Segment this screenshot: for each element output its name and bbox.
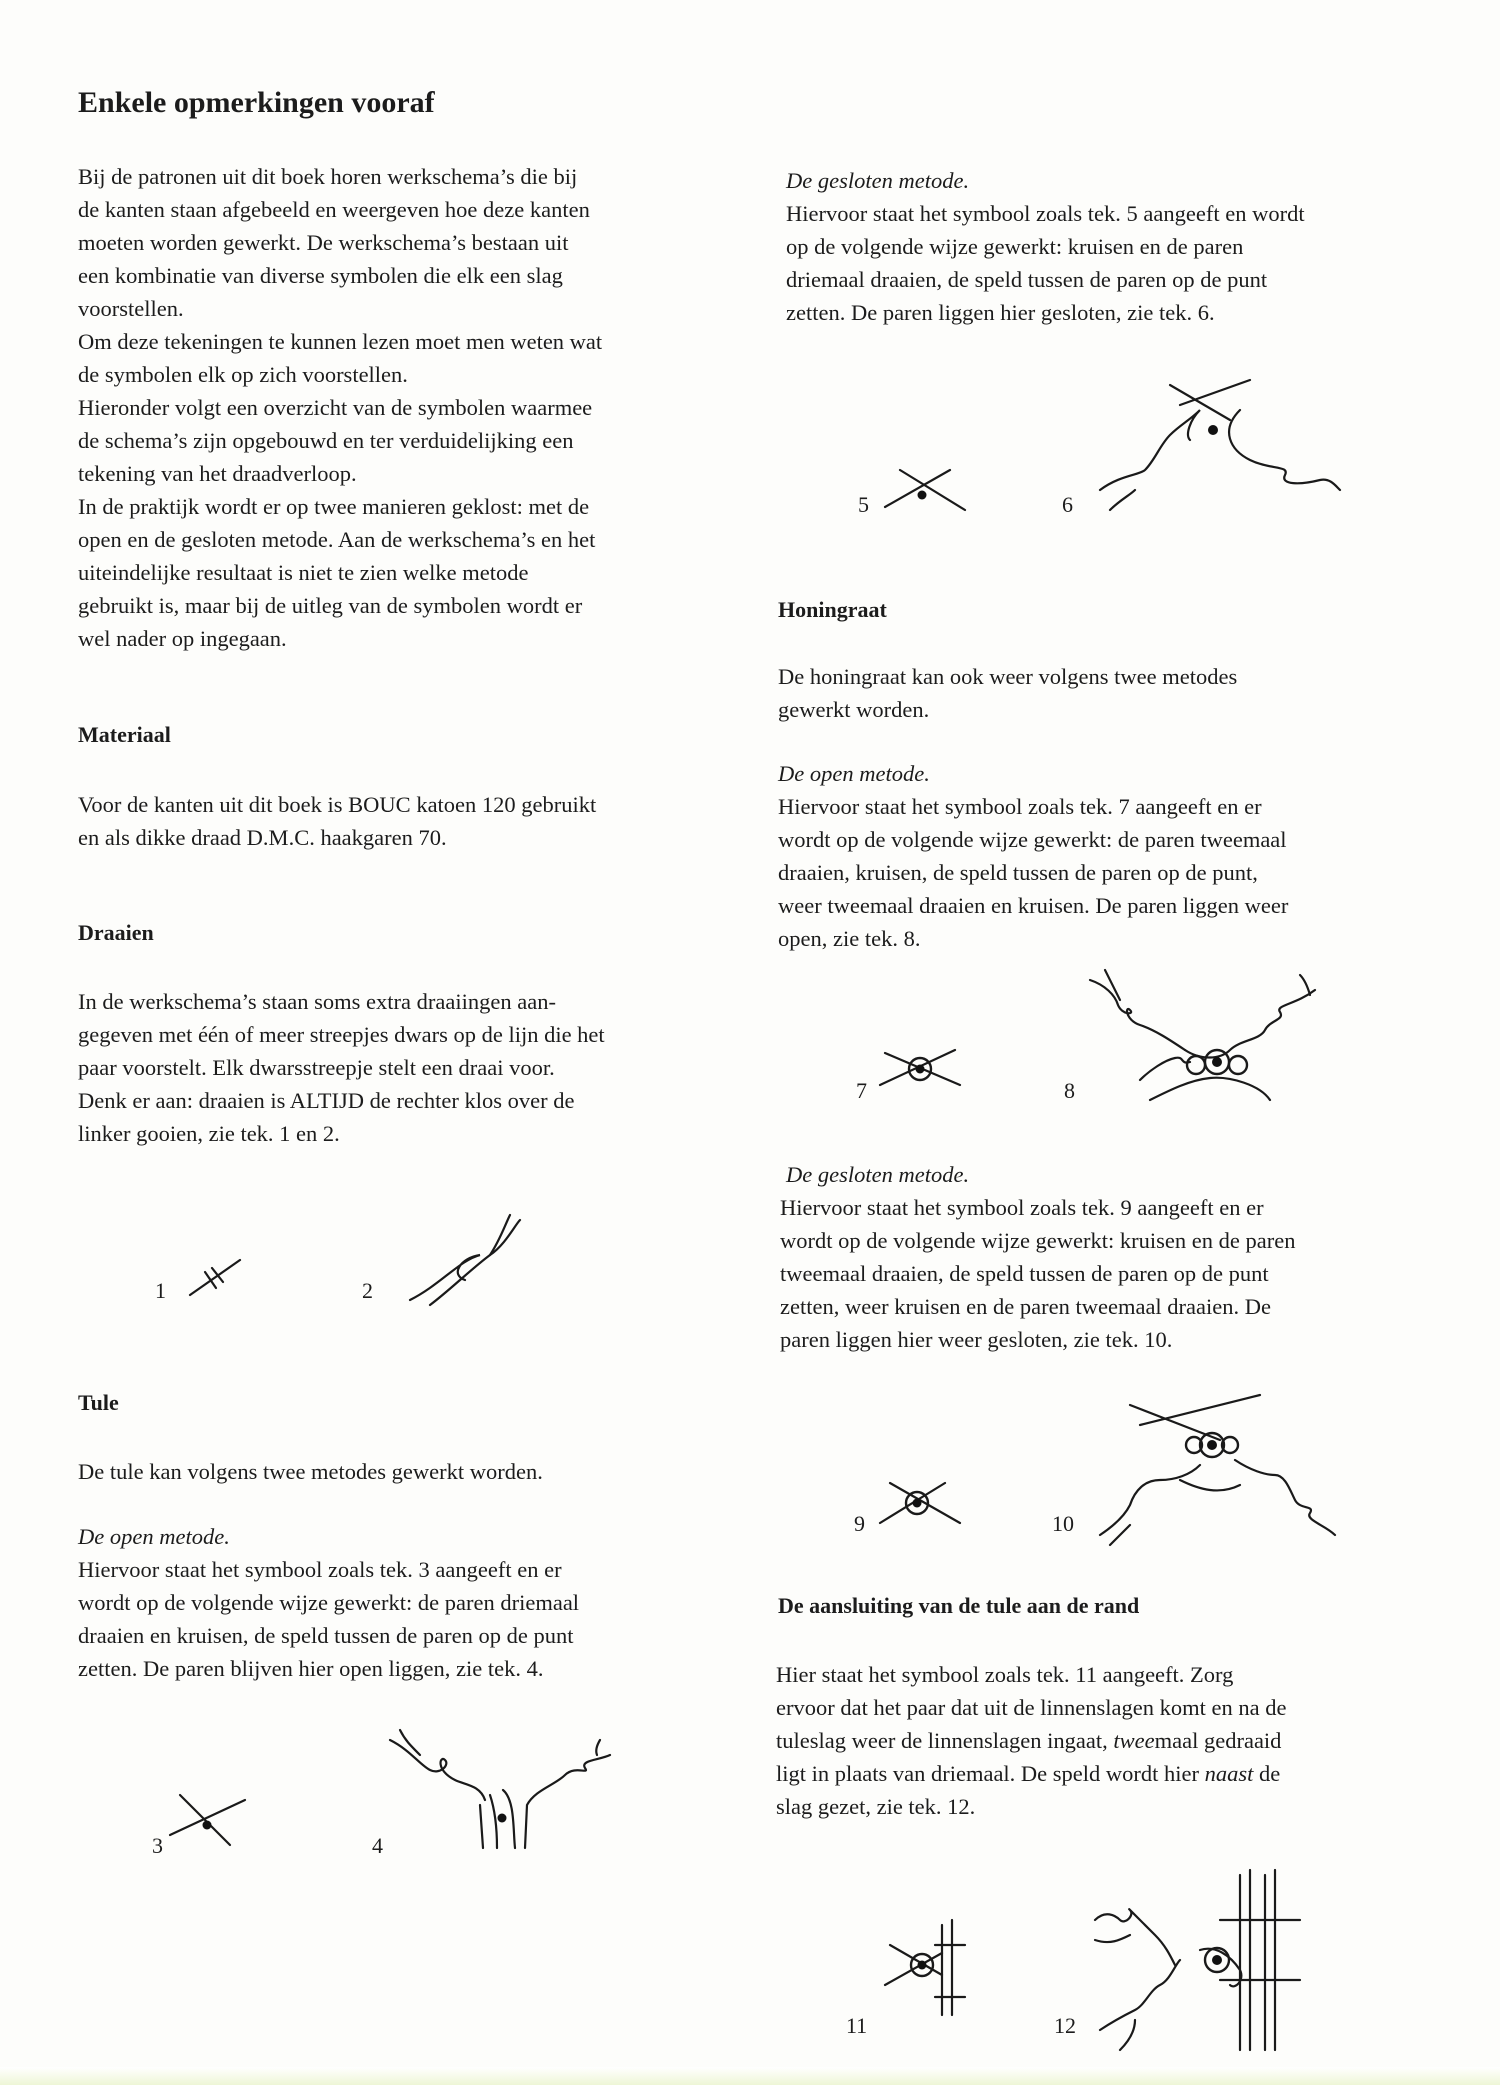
- figure-5-drawing: [880, 465, 970, 525]
- figure-10-label: 10: [1052, 1511, 1074, 1536]
- figure-9-label: 9: [854, 1511, 865, 1536]
- figure-2: [390, 1200, 530, 1315]
- tule-open-label: De open metode.: [78, 1524, 230, 1549]
- figure-4-drawing: [385, 1730, 635, 1860]
- figure-10: [1090, 1395, 1350, 1550]
- intro-paragraph-1: Bij de patronen uit dit boek horen werkschema’s die bij de kanten staan afgebeeld en weergeven hoe deze kanten moeten worden gewerkt. De werkschema’s bestaan uit een kombinatie van diverse symbolen die elk een slag voorstellen.: [78, 164, 590, 321]
- figure-9-drawing: [875, 1478, 965, 1538]
- figure-6-drawing: [1090, 380, 1350, 520]
- honingraat-gesloten-label: De gesloten metode.: [786, 1162, 970, 1187]
- figure-3-drawing: [165, 1785, 255, 1855]
- figure-8-label: 8: [1064, 1078, 1075, 1103]
- intro-paragraph-4: In de praktijk wordt er op twee manieren geklost: met de open en de gesloten metode. Aan de werkschema’s en het uiteindelijke resultaat is niet te zien welke metode gebruikt is, maar bij de uitleg van de symbolen wordt er wel nader op ingegaan.: [78, 494, 596, 651]
- aansluiting-text-a: Hier staat het symbool zoals tek. 11 aangeeft. Zorg ervoor dat het paar dat uit de linnenslagen komt en na de tuleslag weer de linnenslagen ingaat,: [776, 1662, 1287, 1753]
- figure-6-label: 6: [1062, 492, 1073, 517]
- pin-dot: [498, 1814, 507, 1823]
- pin-dot: [1212, 1955, 1222, 1965]
- page-edge-strip: [0, 2067, 1500, 2085]
- figure-12: [1090, 1870, 1320, 2055]
- figure-8-drawing: [1090, 970, 1340, 1110]
- pin-dot: [1212, 1057, 1222, 1067]
- aansluiting-emphasis-naast: naast: [1204, 1761, 1254, 1786]
- figure-4-label: 4: [372, 1833, 383, 1858]
- figure-5: [880, 465, 970, 530]
- pin-dot: [1207, 1440, 1217, 1450]
- pin-ring: [1229, 1056, 1247, 1074]
- draaien-heading: Draaien: [78, 920, 154, 945]
- figure-2-label: 2: [362, 1278, 373, 1303]
- figure-1-label: 1: [155, 1278, 166, 1303]
- figure-12-drawing: [1090, 1870, 1320, 2050]
- aansluiting-text: [776, 1658, 1446, 1823]
- honingraat-open-label: De open metode.: [778, 761, 930, 786]
- figure-11: [880, 1915, 980, 2030]
- honingraat-heading: Honingraat: [778, 597, 887, 622]
- pin-dot: [203, 1821, 212, 1830]
- figure-3-label: 3: [152, 1833, 163, 1858]
- tule-open-text: Hiervoor staat het symbool zoals tek. 3 aangeeft en er wordt op de volgende wijze gewerkt: de paren driemaal draaien en kruisen, de speld tussen de paren op de punt zetten. De paren blijven hier open liggen, zie tek. 4.: [78, 1557, 580, 1681]
- figure-4: [385, 1730, 635, 1865]
- intro-paragraph-3: Hieronder volgt een overzicht van de symbolen waarmee de schema’s zijn opgebouwd en ter verduidelijking een tekening van het draadverloop.: [78, 395, 593, 486]
- page-title: Enkele opmerkingen vooraf: [78, 86, 435, 119]
- figure-11-drawing: [880, 1915, 980, 2025]
- pin-ring: [1187, 1056, 1205, 1074]
- figure-7: [875, 1045, 965, 1100]
- pin-dot: [913, 1499, 922, 1508]
- figure-6: [1090, 380, 1350, 525]
- pin-dot: [916, 1065, 925, 1074]
- figure-7-drawing: [875, 1045, 965, 1095]
- aansluiting-text-b: maal gedraaid ligt in plaats van driemaal. De speld wordt hier: [776, 1728, 1282, 1786]
- figure-9: [875, 1478, 965, 1543]
- figure-10-drawing: [1090, 1395, 1350, 1545]
- left-column: [78, 160, 718, 655]
- tule-gesloten-text: Hiervoor staat het symbool zoals tek. 5 aangeeft en wordt op de volgende wijze gewerkt: kruisen en de paren driemaal draaien, de speld tussen de paren op de punt zetten. De paren liggen hier gesloten, zie tek. 6.: [786, 201, 1305, 325]
- figure-2-drawing: [390, 1200, 530, 1310]
- tule-text: De tule kan volgens twee metodes gewerkt worden.: [78, 1459, 543, 1484]
- honingraat-text: De honingraat kan ook weer volgens twee metodes gewerkt worden.: [778, 664, 1238, 722]
- figure-12-label: 12: [1054, 2013, 1076, 2038]
- intro-paragraph-2: Om deze tekeningen te kunnen lezen moet men weten wat de symbolen elk op zich voorstellen.: [78, 329, 603, 387]
- figure-3: [165, 1785, 255, 1860]
- honingraat-open-text: Hiervoor staat het symbool zoals tek. 7 aangeeft en er wordt op de volgende wijze gewerkt: de paren tweemaal draaien, kruisen, de speld tussen de paren op de punt, weer tweemaal draaien en kruisen. De paren liggen weer open, zie tek. 8.: [778, 794, 1289, 951]
- figure-7-label: 7: [856, 1078, 867, 1103]
- pin-dot: [1208, 425, 1218, 435]
- aansluiting-emphasis-twee: twee: [1113, 1728, 1155, 1753]
- tule-heading: Tule: [78, 1390, 119, 1415]
- pin-dot: [918, 491, 927, 500]
- figure-5-label: 5: [858, 492, 869, 517]
- pin-dot: [918, 1961, 927, 1970]
- figure-11-label: 11: [846, 2013, 868, 2038]
- materiaal-text: Voor de kanten uit dit boek is BOUC katoen 120 gebruikt en als dikke draad D.M.C. haakgaren 70.: [78, 792, 597, 850]
- aansluiting-text-c: de slag gezet, zie tek. 12.: [776, 1761, 1281, 1819]
- figure-8: [1090, 970, 1340, 1115]
- tule-gesloten-label: De gesloten metode.: [786, 168, 970, 193]
- materiaal-heading: Materiaal: [78, 722, 171, 747]
- aansluiting-heading: De aansluiting van de tule aan de rand: [778, 1593, 1140, 1618]
- draaien-text: In de werkschema’s staan soms extra draaiingen aan- gegeven met één of meer streepjes dwars op de lijn die het paar voorstelt. Elk dwarsstreepje stelt een draai voor. Denk er aan: draaien is ALTIJD de rechter klos over de linker gooien, zie tek. 1 en 2.: [78, 989, 605, 1146]
- honingraat-gesloten-text: Hiervoor staat het symbool zoals tek. 9 aangeeft en er wordt op de volgende wijze gewerkt: kruisen en de paren tweemaal draaien, de speld tussen de paren op de punt zetten, weer kruisen en de paren tweemaal draaien. De paren liggen hier weer gesloten, zie tek. 10.: [780, 1195, 1296, 1352]
